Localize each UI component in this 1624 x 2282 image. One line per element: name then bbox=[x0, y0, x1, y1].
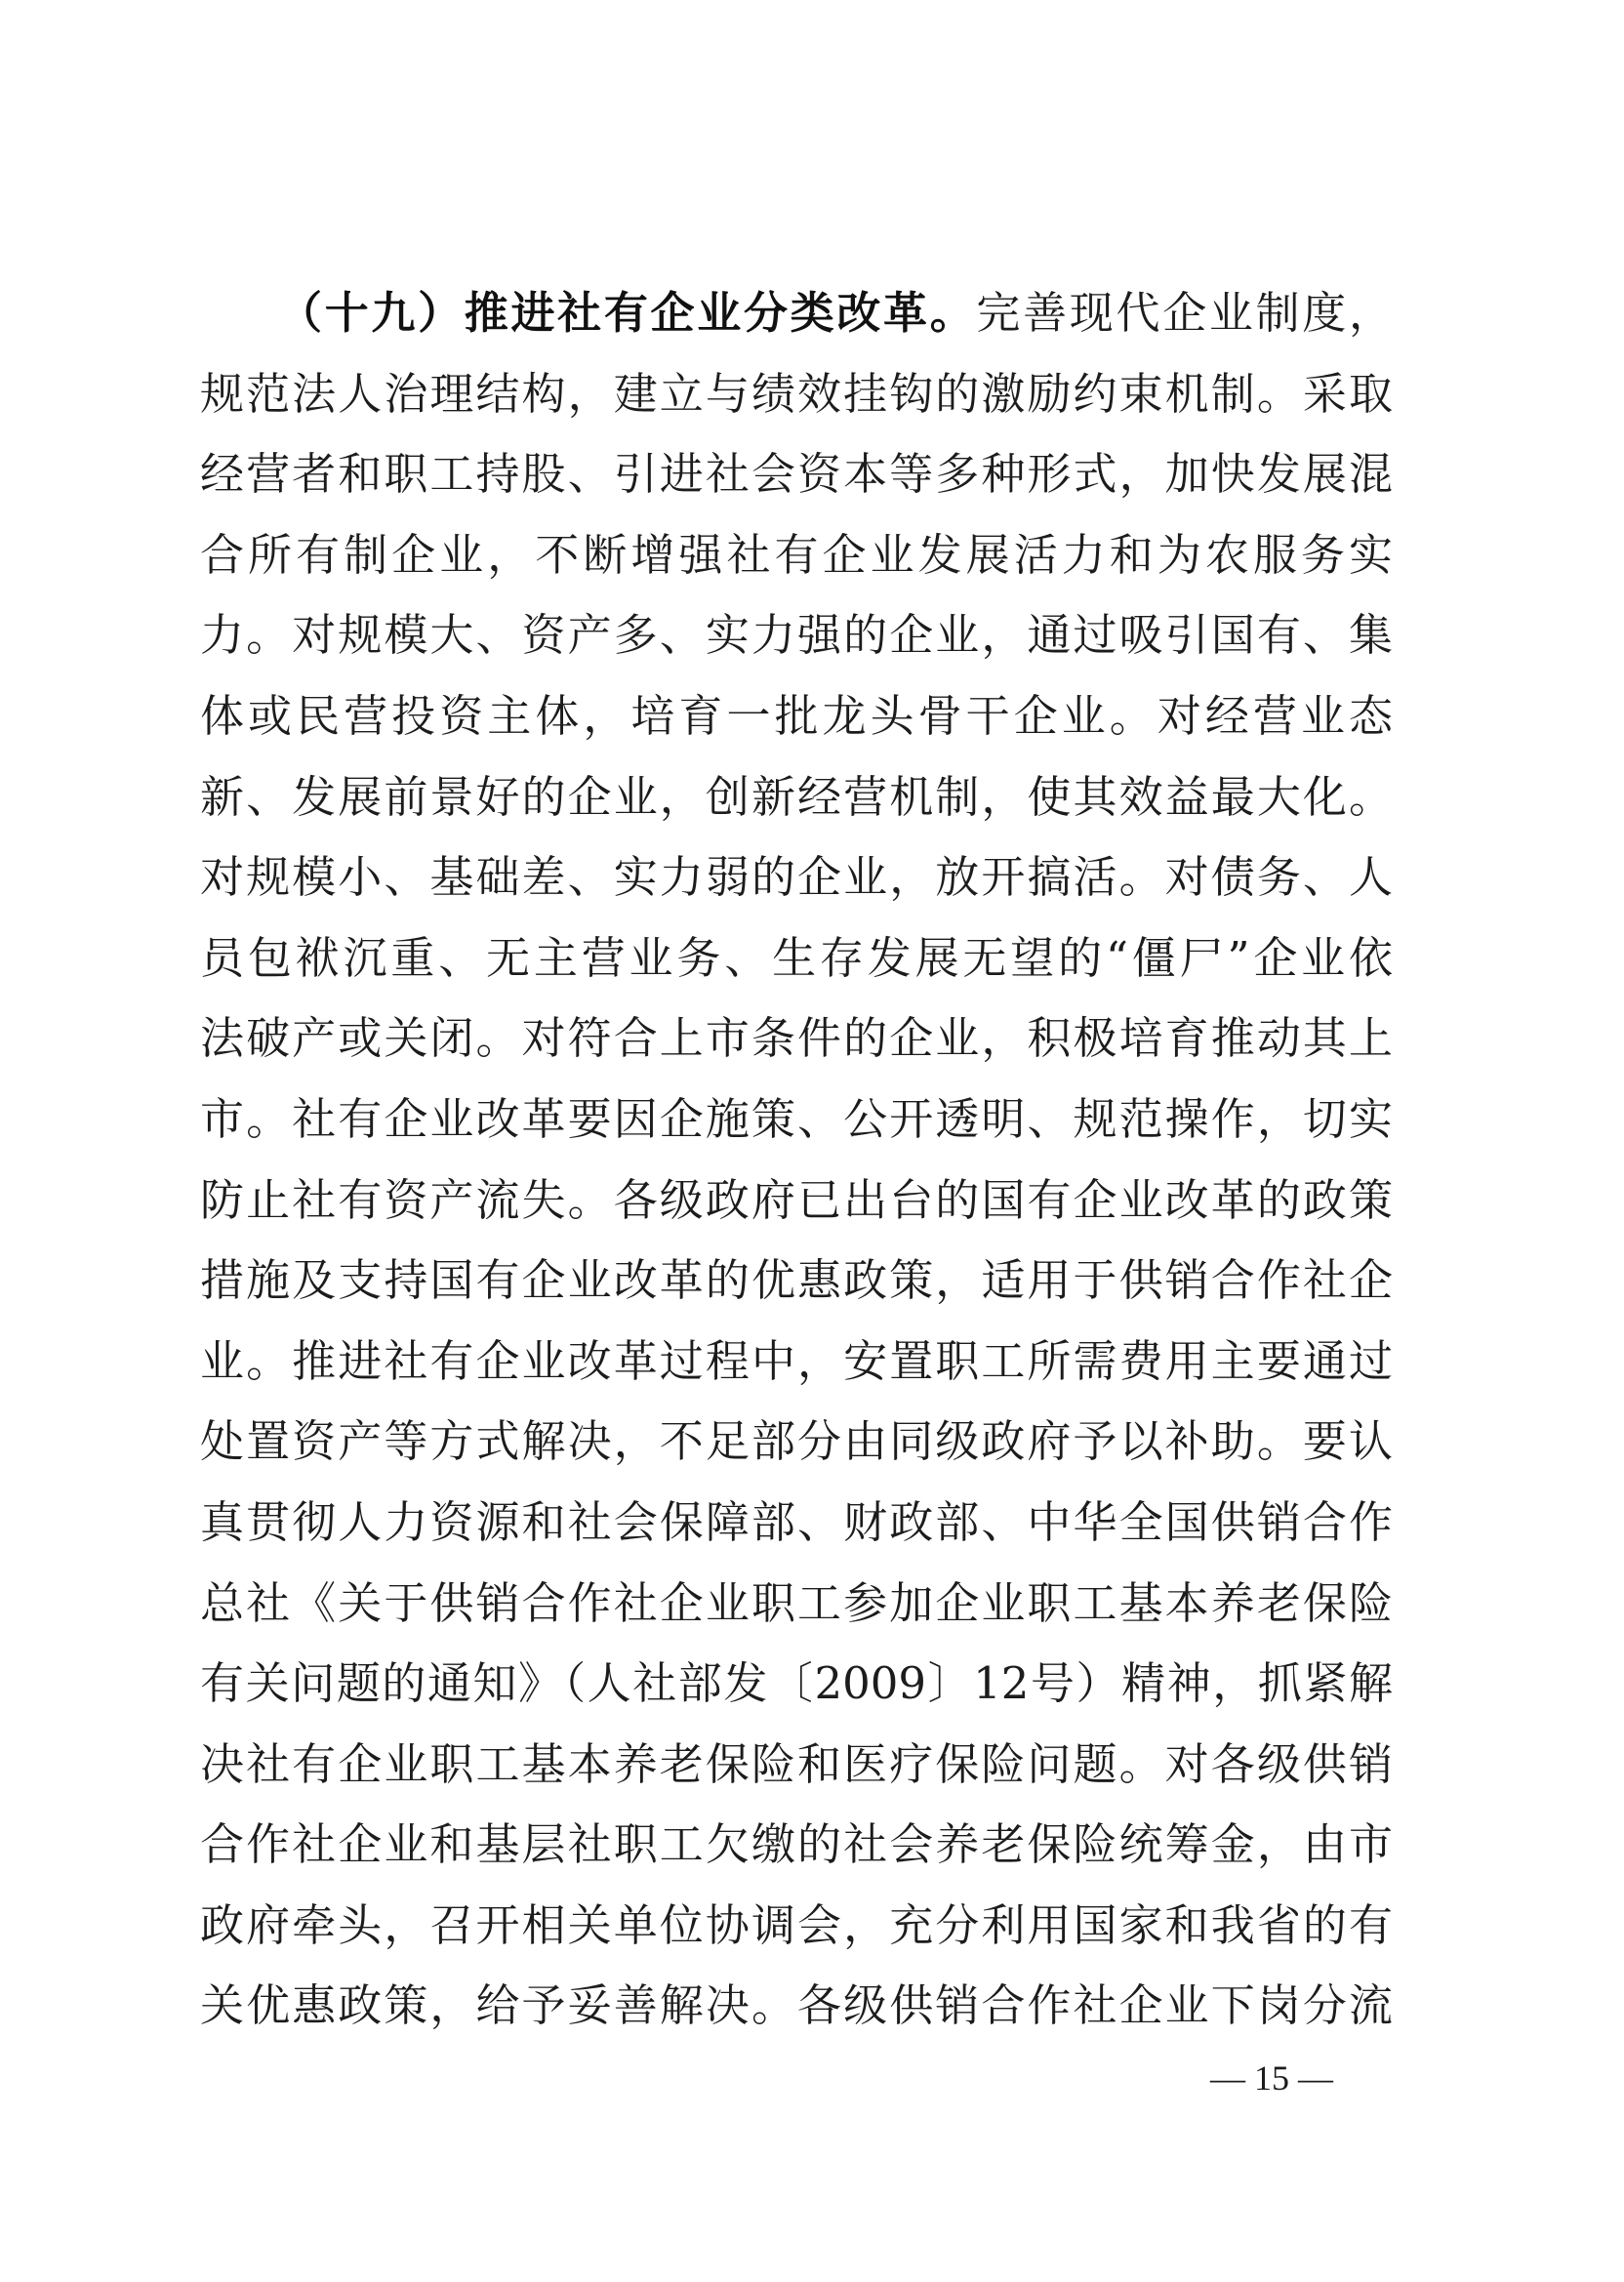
text-line: 措施及支持国有企业改革的优惠政策，适用于供销合作社企 bbox=[200, 1254, 1393, 1307]
text-line: 市。社有企业改革要因企施策、公开透明、规范操作，切实 bbox=[200, 1092, 1393, 1145]
text-line: 总社《关于供销合作社企业职工参加企业职工基本养老保险 bbox=[200, 1576, 1393, 1629]
text-line: 关优惠政策，给予妥善解决。各级供销合作社企业下岗分流 bbox=[200, 1979, 1393, 2032]
text-line: 合所有制企业，不断增强社有企业发展活力和为农服务实 bbox=[200, 528, 1393, 581]
text-line: 经营者和职工持股、引进社会资本等多种形式，加快发展混 bbox=[200, 448, 1393, 501]
page-number: — 15 — bbox=[1210, 2058, 1333, 2098]
text-line: 防止社有资产流失。各级政府已出台的国有企业改革的政策 bbox=[200, 1173, 1393, 1226]
text-line: 法破产或关闭。对符合上市条件的企业，积极培育推动其上 bbox=[200, 1012, 1393, 1065]
text-line: 有关问题的通知》（人社部发〔2009〕12号）精神，抓紧解 bbox=[200, 1657, 1393, 1710]
text-line: 处置资产等方式解决，不足部分由同级政府予以补助。要认 bbox=[200, 1415, 1393, 1468]
text-line: 体或民营投资主体，培育一批龙头骨干企业。对经营业态 bbox=[200, 689, 1393, 742]
text-line: 新、发展前景好的企业，创新经营机制，使其效益最大化。 bbox=[200, 770, 1393, 823]
text-line: 员包袱沉重、无主营业务、生存发展无望的“僵尸”企业依 bbox=[200, 931, 1393, 984]
text-line: 力。对规模大、资产多、实力强的企业，通过吸引国有、集 bbox=[200, 609, 1393, 662]
section-heading: （十九）推进社有企业分类改革。 bbox=[278, 287, 977, 339]
text-line: 真贯彻人力资源和社会保障部、财政部、中华全国供销合作 bbox=[200, 1495, 1393, 1548]
text-line: 业。推进社有企业改革过程中，安置职工所需费用主要通过 bbox=[200, 1334, 1393, 1387]
text-line: 规范法人治理结构，建立与绩效挂钩的激励约束机制。采取 bbox=[200, 367, 1393, 420]
body-paragraph bbox=[200, 273, 1393, 2047]
text-line-content: 完善现代企业制度， bbox=[976, 287, 1393, 339]
text-line: 合作社企业和基层社职工欠缴的社会养老保险统筹金，由市 bbox=[200, 1818, 1393, 1871]
text-line bbox=[200, 273, 1393, 354]
text-line: 政府牵头，召开相关单位协调会，充分利用国家和我省的有 bbox=[200, 1898, 1393, 1951]
text-line: 决社有企业职工基本养老保险和医疗保险问题。对各级供销 bbox=[200, 1737, 1393, 1790]
text-line: 对规模小、基础差、实力弱的企业，放开搞活。对债务、人 bbox=[200, 851, 1393, 904]
